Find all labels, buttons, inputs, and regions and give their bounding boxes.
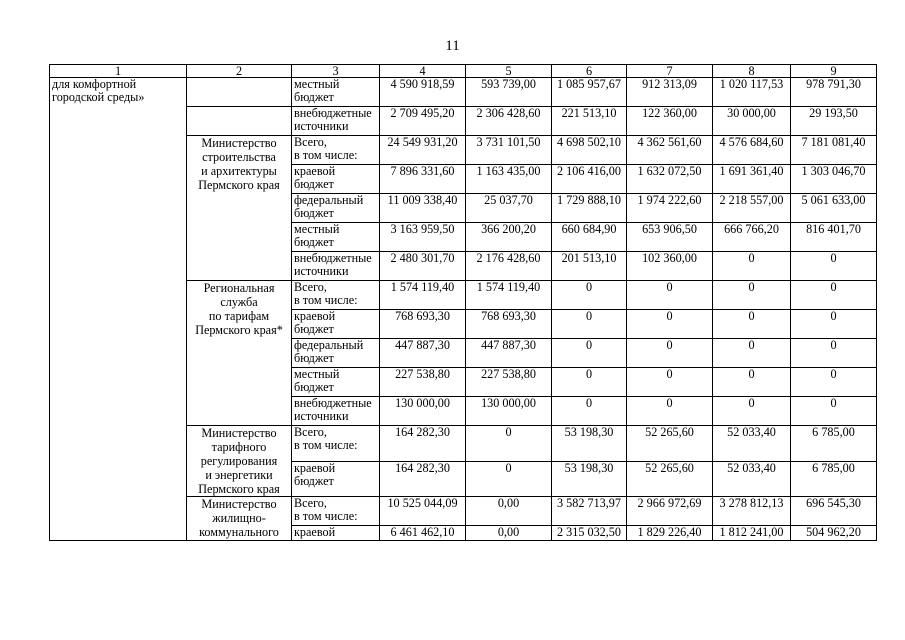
amount-cell: 978 791,30 [791, 78, 877, 107]
amount-cell: 653 906,50 [627, 223, 713, 252]
amount-cell: 593 739,00 [466, 78, 552, 107]
amount-cell: 7 896 331,60 [380, 165, 466, 194]
amount-cell: 0 [791, 397, 877, 426]
amount-cell: 227 538,80 [380, 368, 466, 397]
organization-line: Пермского края [198, 178, 280, 192]
funding-source-line: бюджет [294, 206, 334, 220]
amount-cell: 6 785,00 [791, 461, 877, 497]
budget-table [49, 64, 877, 541]
funding-source-line: местный [294, 222, 340, 236]
amount-cell: 10 525 044,09 [380, 497, 466, 526]
amount-cell: 3 163 959,50 [380, 223, 466, 252]
amount-cell: 164 282,30 [380, 461, 466, 497]
amount-cell: 0 [466, 426, 552, 462]
funding-source-line: Всего, [294, 496, 327, 510]
amount-cell: 0 [713, 252, 791, 281]
amount-cell: 912 313,09 [627, 78, 713, 107]
amount-cell: 0 [627, 339, 713, 368]
funding-source-line: источники [294, 264, 349, 278]
amount-cell: 164 282,30 [380, 426, 466, 462]
amount-cell: 52 033,40 [713, 426, 791, 462]
organization-cell [187, 136, 292, 281]
organization-line: служба [220, 295, 258, 309]
funding-source-line: краевой [294, 525, 336, 539]
funding-source-line: бюджет [294, 351, 334, 365]
funding-source-cell [292, 461, 380, 497]
amount-cell: 1 163 435,00 [466, 165, 552, 194]
amount-cell: 0 [627, 397, 713, 426]
amount-cell: 122 360,00 [627, 107, 713, 136]
amount-cell: 2 306 428,60 [466, 107, 552, 136]
amount-cell: 0,00 [466, 497, 552, 526]
organization-line: Региональная [203, 281, 275, 295]
amount-cell: 29 193,50 [791, 107, 877, 136]
amount-cell: 0 [552, 368, 627, 397]
funding-source-cell [292, 194, 380, 223]
header-cell: 2 [187, 65, 292, 78]
amount-cell: 52 265,60 [627, 426, 713, 462]
amount-cell: 2 176 428,60 [466, 252, 552, 281]
funding-source-line: Всего, [294, 135, 327, 149]
amount-cell: 4 362 561,60 [627, 136, 713, 165]
amount-cell: 0 [791, 310, 877, 339]
page-number: 11 [445, 38, 460, 54]
amount-cell: 3 731 101,50 [466, 136, 552, 165]
funding-source-line: бюджет [294, 473, 334, 488]
amount-cell: 102 360,00 [627, 252, 713, 281]
amount-cell: 130 000,00 [380, 397, 466, 426]
organization-cell [187, 107, 292, 136]
amount-cell: 0 [552, 310, 627, 339]
funding-source-cell [292, 252, 380, 281]
row-title-cell [50, 78, 187, 541]
amount-cell: 1 974 222,60 [627, 194, 713, 223]
amount-cell: 130 000,00 [466, 397, 552, 426]
amount-cell: 2 480 301,70 [380, 252, 466, 281]
funding-source-cell [292, 281, 380, 310]
amount-cell: 0 [627, 281, 713, 310]
organization-cell [187, 497, 292, 541]
amount-cell: 0 [627, 368, 713, 397]
header-cell: 4 [380, 65, 466, 78]
amount-cell: 2 709 495,20 [380, 107, 466, 136]
amount-cell: 0 [552, 281, 627, 310]
amount-cell: 3 582 713,97 [552, 497, 627, 526]
amount-cell: 201 513,10 [552, 252, 627, 281]
organization-cell [187, 281, 292, 426]
amount-cell: 2 218 557,00 [713, 194, 791, 223]
header-cell: 7 [627, 65, 713, 78]
header-row [50, 65, 877, 78]
funding-source-line: краевой [294, 164, 336, 178]
funding-source-line: федеральный [294, 193, 364, 207]
organization-line: и энергетики [205, 468, 273, 482]
amount-cell: 0,00 [466, 526, 552, 541]
amount-cell: 52 265,60 [627, 461, 713, 497]
amount-cell: 4 576 684,60 [713, 136, 791, 165]
amount-cell: 1 829 226,40 [627, 526, 713, 541]
amount-cell: 2 966 972,69 [627, 497, 713, 526]
funding-source-line: внебюджетные [294, 251, 372, 265]
amount-cell: 7 181 081,40 [791, 136, 877, 165]
amount-cell: 660 684,90 [552, 223, 627, 252]
amount-cell: 447 887,30 [380, 339, 466, 368]
amount-cell: 11 009 338,40 [380, 194, 466, 223]
amount-cell: 24 549 931,20 [380, 136, 466, 165]
organization-line: жилищно- [212, 511, 266, 525]
funding-source-line: бюджет [294, 235, 334, 249]
header-cell: 3 [292, 65, 380, 78]
funding-source-line: источники [294, 119, 349, 133]
amount-cell: 0 [791, 281, 877, 310]
organization-line: Пермского края* [195, 323, 283, 337]
amount-cell: 696 545,30 [791, 497, 877, 526]
amount-cell: 227 538,80 [466, 368, 552, 397]
amount-cell: 0 [713, 310, 791, 339]
organization-line: Министерство [201, 426, 277, 440]
funding-source-line: краевой [294, 461, 336, 475]
funding-source-cell [292, 368, 380, 397]
amount-cell: 1 691 361,40 [713, 165, 791, 194]
amount-cell: 1 632 072,50 [627, 165, 713, 194]
funding-source-cell [292, 397, 380, 426]
funding-source-cell [292, 107, 380, 136]
funding-source-line: местный [294, 367, 340, 381]
amount-cell: 221 513,10 [552, 107, 627, 136]
funding-source-line: в том числе: [294, 293, 358, 307]
amount-cell: 5 061 633,00 [791, 194, 877, 223]
amount-cell: 1 020 117,53 [713, 78, 791, 107]
funding-source-line: Всего, [294, 280, 327, 294]
amount-cell: 0 [713, 368, 791, 397]
funding-source-line: федеральный [294, 338, 364, 352]
amount-cell: 0 [552, 397, 627, 426]
amount-cell: 0 [713, 339, 791, 368]
amount-cell: 0 [627, 310, 713, 339]
row-title-line: городской среды» [52, 90, 145, 104]
amount-cell: 1 303 046,70 [791, 165, 877, 194]
amount-cell: 25 037,70 [466, 194, 552, 223]
organization-cell [187, 426, 292, 497]
amount-cell: 2 315 032,50 [552, 526, 627, 541]
organization-line: регулирования [200, 454, 278, 468]
organization-line: тарифного [211, 440, 267, 454]
organization-line: и архитектуры [201, 164, 277, 178]
amount-cell: 52 033,40 [713, 461, 791, 497]
amount-cell: 3 278 812,13 [713, 497, 791, 526]
funding-source-line: внебюджетные [294, 106, 372, 120]
amount-cell: 4 590 918,59 [380, 78, 466, 107]
amount-cell: 0 [466, 461, 552, 497]
funding-source-line: бюджет [294, 177, 334, 191]
funding-source-cell [292, 526, 380, 541]
organization-line: Министерство [201, 497, 277, 511]
header-cell: 8 [713, 65, 791, 78]
amount-cell: 1 574 119,40 [466, 281, 552, 310]
amount-cell: 4 698 502,10 [552, 136, 627, 165]
amount-cell: 0 [552, 339, 627, 368]
funding-source-line: краевой [294, 309, 336, 323]
amount-cell: 0 [713, 281, 791, 310]
amount-cell: 768 693,30 [466, 310, 552, 339]
amount-cell: 0 [791, 368, 877, 397]
funding-source-cell [292, 78, 380, 107]
table-row [50, 78, 877, 107]
amount-cell: 53 198,30 [552, 461, 627, 497]
amount-cell: 504 962,20 [791, 526, 877, 541]
header-cell: 9 [791, 65, 877, 78]
funding-source-cell [292, 426, 380, 462]
funding-source-cell [292, 223, 380, 252]
header-cell: 6 [552, 65, 627, 78]
row-title-line: для комфортной [52, 77, 137, 91]
header-cell: 1 [50, 65, 187, 78]
funding-source-line: бюджет [294, 90, 334, 104]
funding-source-line: Всего, [294, 425, 327, 439]
amount-cell: 1 729 888,10 [552, 194, 627, 223]
funding-source-cell [292, 497, 380, 526]
organization-line: коммунального [199, 525, 279, 539]
amount-cell: 53 198,30 [552, 426, 627, 462]
funding-source-cell [292, 310, 380, 339]
organization-cell [187, 78, 292, 107]
funding-source-cell [292, 136, 380, 165]
amount-cell: 30 000,00 [713, 107, 791, 136]
amount-cell: 1 574 119,40 [380, 281, 466, 310]
amount-cell: 2 106 416,00 [552, 165, 627, 194]
amount-cell: 447 887,30 [466, 339, 552, 368]
funding-source-cell [292, 165, 380, 194]
amount-cell: 666 766,20 [713, 223, 791, 252]
organization-line: по тарифам [208, 309, 270, 323]
header-cell: 5 [466, 65, 552, 78]
amount-cell: 768 693,30 [380, 310, 466, 339]
amount-cell: 366 200,20 [466, 223, 552, 252]
amount-cell: 0 [713, 397, 791, 426]
funding-source-cell [292, 339, 380, 368]
funding-source-line: внебюджетные [294, 396, 372, 410]
organization-line: строительства [202, 150, 276, 164]
amount-cell: 0 [791, 252, 877, 281]
funding-source-line: бюджет [294, 380, 334, 394]
amount-cell: 1 812 241,00 [713, 526, 791, 541]
funding-source-line: в том числе: [294, 438, 358, 452]
funding-source-line: в том числе: [294, 509, 358, 523]
funding-source-line: в том числе: [294, 148, 358, 162]
organization-line: Министерство [201, 136, 277, 150]
amount-cell: 6 785,00 [791, 426, 877, 462]
amount-cell: 816 401,70 [791, 223, 877, 252]
amount-cell: 0 [791, 339, 877, 368]
funding-source-line: бюджет [294, 322, 334, 336]
organization-line: Пермского края [198, 482, 280, 496]
funding-source-line: источники [294, 409, 349, 423]
funding-source-line: местный [294, 77, 340, 91]
amount-cell: 6 461 462,10 [380, 526, 466, 541]
amount-cell: 1 085 957,67 [552, 78, 627, 107]
